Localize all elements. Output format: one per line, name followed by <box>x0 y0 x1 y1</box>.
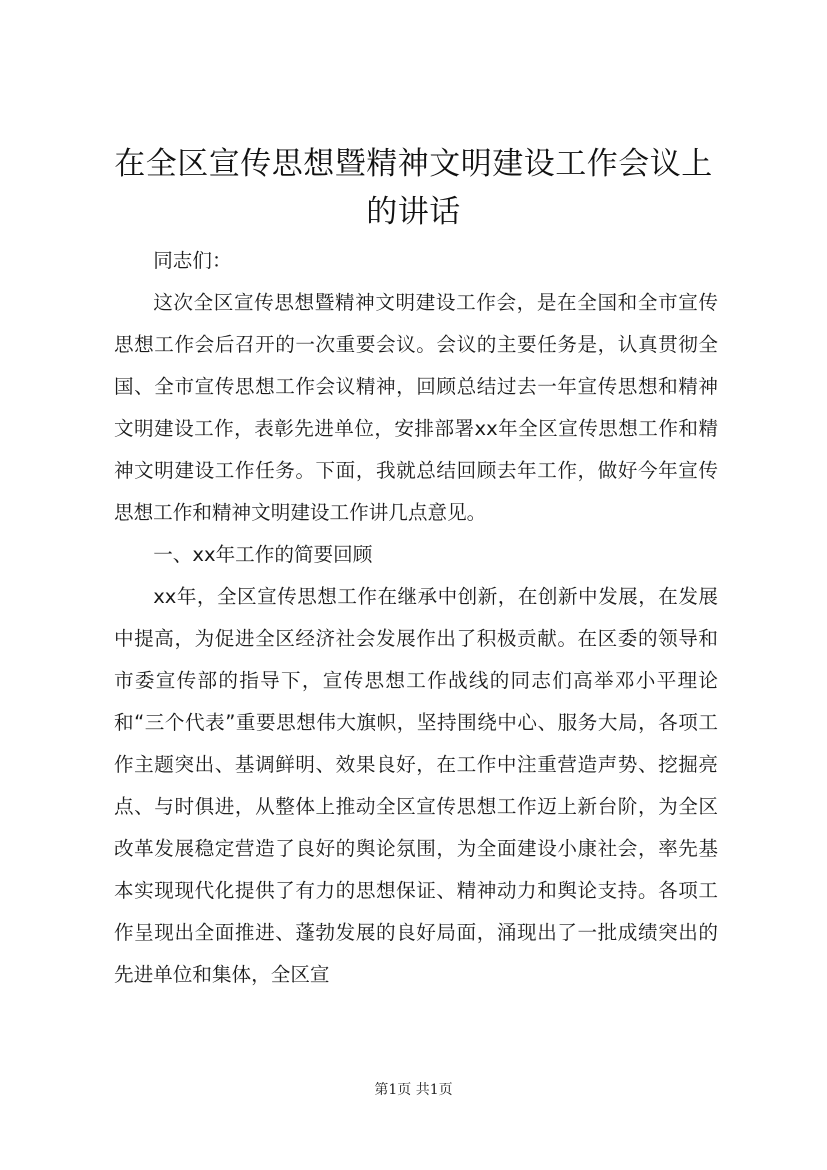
salutation: 同志们： <box>153 249 232 272</box>
paragraph: 这次全区宣传思想暨精神文明建设工作会，是在全国和全市宣传思想工作会后召开的一次重要会议。会议的主要任务是，认真贯彻全国、全市宣传思想工作会议精神，回顾总结过去一年宣传思想和精神文明建设工作，表彰先进单位，安排部署xx年全区宣传思想工作和精神文明建设工作任务。下面，我就总结回顾去年工作，做好今年宣传思想工作和精神文明建设工作讲几点意见。 <box>114 291 718 524</box>
section-heading: 一、xx年工作的简要回顾 <box>153 543 373 566</box>
document-title: 在全区宣传思想暨精神文明建设工作会议上的讲话 <box>114 146 713 230</box>
page-number-footer: 第1页 共1页 <box>374 1082 453 1098</box>
document-body <box>114 240 718 996</box>
paragraph: xx年，全区宣传思想工作在继承中创新，在创新中发展，在发展中提高，为促进全区经济社会发展作出了积极贡献。在区委的领导和市委宣传部的指导下，宣传思想工作战线的同志们高举邓小平理论和“三个代表”重要思想伟大旗帜，坚持围绕中心、服务大局，各项工作主题突出、基调鲜明、效果良好，在工作中注重营造声势、挖掘亮点、与时俱进，从整体上推动全区宣传思想工作迈上新台阶，为全区改革发展稳定营造了良好的舆论氛围，为全面建设小康社会，率先基本实现现代化提供了有力的思想保证、精神动力和舆论支持。各项工作呈现出全面推进、蓬勃发展的良好局面，涌现出了一批成绩突出的先进单位和集体，全区宣 <box>114 585 718 986</box>
